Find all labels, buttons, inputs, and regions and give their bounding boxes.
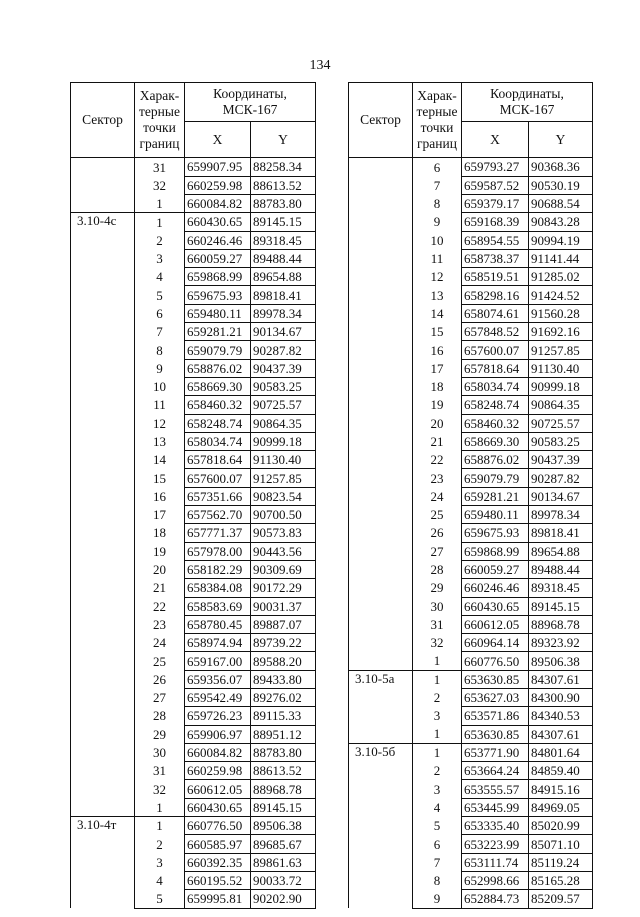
x-coordinate-cell: 653630.85 bbox=[462, 670, 529, 688]
point-number-cell: 13 bbox=[413, 286, 462, 304]
x-coordinate-cell: 660246.46 bbox=[185, 231, 251, 249]
x-coordinate-cell: 659906.97 bbox=[185, 725, 251, 743]
point-number-cell: 8 bbox=[413, 871, 462, 889]
x-coordinate-cell: 657351.66 bbox=[185, 487, 251, 505]
x-coordinate-cell: 658583.69 bbox=[185, 597, 251, 615]
point-number-cell: 16 bbox=[413, 341, 462, 359]
header-x: X bbox=[185, 122, 251, 158]
y-coordinate-cell: 90443.56 bbox=[251, 542, 316, 560]
point-number-cell: 1 bbox=[413, 743, 462, 761]
point-number-cell: 1 bbox=[413, 725, 462, 743]
y-coordinate-cell: 89685.67 bbox=[251, 835, 316, 853]
y-coordinate-cell: 90437.39 bbox=[529, 451, 593, 469]
x-coordinate-cell: 652998.66 bbox=[462, 871, 529, 889]
point-number-cell: 6 bbox=[413, 158, 462, 177]
y-coordinate-cell: 85020.99 bbox=[529, 817, 593, 835]
y-coordinate-cell: 90309.69 bbox=[251, 560, 316, 578]
sector-cell: 3.10-4т bbox=[71, 817, 135, 908]
y-coordinate-cell: 91257.85 bbox=[251, 469, 316, 487]
x-coordinate-cell: 658954.55 bbox=[462, 231, 529, 249]
point-number-cell: 19 bbox=[413, 396, 462, 414]
x-coordinate-cell: 658460.32 bbox=[185, 396, 251, 414]
x-coordinate-cell: 660059.27 bbox=[462, 560, 529, 578]
y-coordinate-cell: 84340.53 bbox=[529, 707, 593, 725]
x-coordinate-cell: 658519.51 bbox=[462, 268, 529, 286]
x-coordinate-cell: 660612.05 bbox=[462, 615, 529, 633]
point-number-cell: 9 bbox=[135, 359, 185, 377]
point-number-cell: 5 bbox=[135, 890, 185, 908]
y-coordinate-cell: 89978.34 bbox=[529, 506, 593, 524]
y-coordinate-cell: 90530.19 bbox=[529, 176, 593, 194]
point-number-cell: 29 bbox=[135, 725, 185, 743]
x-coordinate-cell: 653571.86 bbox=[462, 707, 529, 725]
sector-cell: 3.10-5б bbox=[349, 743, 413, 908]
x-coordinate-cell: 653630.85 bbox=[462, 725, 529, 743]
coordinates-table-left bbox=[70, 82, 316, 909]
point-number-cell: 20 bbox=[135, 560, 185, 578]
x-coordinate-cell: 658298.16 bbox=[462, 286, 529, 304]
point-number-cell: 4 bbox=[413, 798, 462, 816]
x-coordinate-cell: 657848.52 bbox=[462, 323, 529, 341]
x-coordinate-cell: 660612.05 bbox=[185, 780, 251, 798]
x-coordinate-cell: 659587.52 bbox=[462, 176, 529, 194]
y-coordinate-cell: 84300.90 bbox=[529, 689, 593, 707]
header-y: Y bbox=[529, 122, 593, 158]
y-coordinate-cell: 90172.29 bbox=[251, 579, 316, 597]
x-coordinate-cell: 653335.40 bbox=[462, 817, 529, 835]
x-coordinate-cell: 660195.52 bbox=[185, 871, 251, 889]
y-coordinate-cell: 89318.45 bbox=[529, 579, 593, 597]
x-coordinate-cell: 659480.11 bbox=[185, 304, 251, 322]
point-number-cell: 23 bbox=[413, 469, 462, 487]
x-coordinate-cell: 659379.17 bbox=[462, 194, 529, 212]
y-coordinate-cell: 91285.02 bbox=[529, 268, 593, 286]
y-coordinate-cell: 91692.16 bbox=[529, 323, 593, 341]
point-number-cell: 11 bbox=[135, 396, 185, 414]
y-coordinate-cell: 91560.28 bbox=[529, 304, 593, 322]
y-coordinate-cell: 89861.63 bbox=[251, 853, 316, 871]
y-coordinate-cell: 90583.25 bbox=[529, 432, 593, 450]
y-coordinate-cell: 88613.52 bbox=[251, 762, 316, 780]
point-number-cell: 28 bbox=[413, 560, 462, 578]
point-number-cell: 13 bbox=[135, 432, 185, 450]
y-coordinate-cell: 89654.88 bbox=[251, 268, 316, 286]
y-coordinate-cell: 90437.39 bbox=[251, 359, 316, 377]
y-coordinate-cell: 90583.25 bbox=[251, 377, 316, 395]
point-number-cell: 1 bbox=[135, 817, 185, 835]
y-coordinate-cell: 89818.41 bbox=[251, 286, 316, 304]
x-coordinate-cell: 659079.79 bbox=[462, 469, 529, 487]
table-row bbox=[71, 817, 316, 835]
x-coordinate-cell: 660776.50 bbox=[462, 652, 529, 670]
point-number-cell: 4 bbox=[135, 268, 185, 286]
y-coordinate-cell: 89145.15 bbox=[529, 597, 593, 615]
point-number-cell: 26 bbox=[413, 524, 462, 542]
x-coordinate-cell: 660776.50 bbox=[185, 817, 251, 835]
sector-cell bbox=[349, 158, 413, 671]
point-number-cell: 14 bbox=[135, 451, 185, 469]
point-number-cell: 17 bbox=[135, 506, 185, 524]
x-coordinate-cell: 658384.08 bbox=[185, 579, 251, 597]
point-number-cell: 8 bbox=[135, 341, 185, 359]
coordinates-table-right bbox=[348, 82, 593, 909]
y-coordinate-cell: 89488.44 bbox=[529, 560, 593, 578]
y-coordinate-cell: 89323.92 bbox=[529, 634, 593, 652]
x-coordinate-cell: 660059.27 bbox=[185, 249, 251, 267]
point-number-cell: 15 bbox=[413, 323, 462, 341]
y-coordinate-cell: 89145.15 bbox=[251, 213, 316, 231]
point-number-cell: 32 bbox=[413, 634, 462, 652]
point-number-cell: 21 bbox=[135, 579, 185, 597]
point-number-cell: 3 bbox=[413, 780, 462, 798]
y-coordinate-cell: 88258.34 bbox=[251, 158, 316, 177]
y-coordinate-cell: 91424.52 bbox=[529, 286, 593, 304]
point-number-cell: 18 bbox=[413, 377, 462, 395]
point-number-cell: 10 bbox=[413, 231, 462, 249]
y-coordinate-cell: 89818.41 bbox=[529, 524, 593, 542]
y-coordinate-cell: 85209.57 bbox=[529, 890, 593, 908]
y-coordinate-cell: 88783.80 bbox=[251, 194, 316, 212]
y-coordinate-cell: 90725.57 bbox=[529, 414, 593, 432]
y-coordinate-cell: 85071.10 bbox=[529, 835, 593, 853]
y-coordinate-cell: 84801.64 bbox=[529, 743, 593, 761]
y-coordinate-cell: 90864.35 bbox=[251, 414, 316, 432]
y-coordinate-cell: 88783.80 bbox=[251, 743, 316, 761]
point-number-cell: 3 bbox=[413, 707, 462, 725]
x-coordinate-cell: 659675.93 bbox=[185, 286, 251, 304]
y-coordinate-cell: 90843.28 bbox=[529, 213, 593, 231]
x-coordinate-cell: 652884.73 bbox=[462, 890, 529, 908]
point-number-cell: 7 bbox=[135, 323, 185, 341]
point-number-cell: 27 bbox=[135, 689, 185, 707]
x-coordinate-cell: 653555.57 bbox=[462, 780, 529, 798]
header-sector: Сектор bbox=[349, 83, 413, 158]
x-coordinate-cell: 659542.49 bbox=[185, 689, 251, 707]
point-number-cell: 8 bbox=[413, 194, 462, 212]
point-number-cell: 7 bbox=[413, 176, 462, 194]
y-coordinate-cell: 90134.67 bbox=[251, 323, 316, 341]
x-coordinate-cell: 657562.70 bbox=[185, 506, 251, 524]
x-coordinate-cell: 658248.74 bbox=[185, 414, 251, 432]
y-coordinate-cell: 90134.67 bbox=[529, 487, 593, 505]
x-coordinate-cell: 659726.23 bbox=[185, 707, 251, 725]
point-number-cell: 25 bbox=[413, 506, 462, 524]
x-coordinate-cell: 653627.03 bbox=[462, 689, 529, 707]
y-coordinate-cell: 90994.19 bbox=[529, 231, 593, 249]
header-x: X bbox=[462, 122, 529, 158]
y-coordinate-cell: 84859.40 bbox=[529, 762, 593, 780]
point-number-cell: 2 bbox=[413, 689, 462, 707]
y-coordinate-cell: 89739.22 bbox=[251, 634, 316, 652]
point-number-cell: 4 bbox=[135, 871, 185, 889]
point-number-cell: 31 bbox=[135, 158, 185, 177]
y-coordinate-cell: 85119.24 bbox=[529, 853, 593, 871]
header-coordinates: Координаты, МСК-167 bbox=[462, 83, 593, 122]
y-coordinate-cell: 90287.82 bbox=[529, 469, 593, 487]
y-coordinate-cell: 88968.78 bbox=[251, 780, 316, 798]
point-number-cell: 1 bbox=[413, 652, 462, 670]
x-coordinate-cell: 658074.61 bbox=[462, 304, 529, 322]
point-number-cell: 17 bbox=[413, 359, 462, 377]
y-coordinate-cell: 90287.82 bbox=[251, 341, 316, 359]
point-number-cell: 23 bbox=[135, 615, 185, 633]
x-coordinate-cell: 657771.37 bbox=[185, 524, 251, 542]
y-coordinate-cell: 90999.18 bbox=[251, 432, 316, 450]
y-coordinate-cell: 85165.28 bbox=[529, 871, 593, 889]
y-coordinate-cell: 84969.05 bbox=[529, 798, 593, 816]
x-coordinate-cell: 659079.79 bbox=[185, 341, 251, 359]
point-number-cell: 22 bbox=[135, 597, 185, 615]
x-coordinate-cell: 653111.74 bbox=[462, 853, 529, 871]
point-number-cell: 25 bbox=[135, 652, 185, 670]
x-coordinate-cell: 659167.00 bbox=[185, 652, 251, 670]
y-coordinate-cell: 89506.38 bbox=[529, 652, 593, 670]
table-row bbox=[349, 670, 593, 688]
x-coordinate-cell: 658460.32 bbox=[462, 414, 529, 432]
x-coordinate-cell: 659868.99 bbox=[185, 268, 251, 286]
point-number-cell: 11 bbox=[413, 249, 462, 267]
x-coordinate-cell: 653664.24 bbox=[462, 762, 529, 780]
point-number-cell: 22 bbox=[413, 451, 462, 469]
point-number-cell: 2 bbox=[135, 231, 185, 249]
x-coordinate-cell: 660392.35 bbox=[185, 853, 251, 871]
point-number-cell: 24 bbox=[135, 634, 185, 652]
table-row bbox=[71, 213, 316, 231]
y-coordinate-cell: 90033.72 bbox=[251, 871, 316, 889]
x-coordinate-cell: 658876.02 bbox=[185, 359, 251, 377]
x-coordinate-cell: 657818.64 bbox=[462, 359, 529, 377]
header-boundary-points: Харак- терные точки границ bbox=[413, 83, 462, 158]
x-coordinate-cell: 657600.07 bbox=[185, 469, 251, 487]
x-coordinate-cell: 657600.07 bbox=[462, 341, 529, 359]
table-row bbox=[349, 158, 593, 177]
point-number-cell: 3 bbox=[135, 249, 185, 267]
x-coordinate-cell: 658669.30 bbox=[462, 432, 529, 450]
point-number-cell: 32 bbox=[135, 780, 185, 798]
x-coordinate-cell: 660259.98 bbox=[185, 762, 251, 780]
y-coordinate-cell: 89654.88 bbox=[529, 542, 593, 560]
table-row bbox=[71, 158, 316, 177]
x-coordinate-cell: 653223.99 bbox=[462, 835, 529, 853]
x-coordinate-cell: 653771.90 bbox=[462, 743, 529, 761]
header-boundary-points: Харак- терные точки границ bbox=[135, 83, 185, 158]
y-coordinate-cell: 91257.85 bbox=[529, 341, 593, 359]
y-coordinate-cell: 89588.20 bbox=[251, 652, 316, 670]
point-number-cell: 1 bbox=[413, 670, 462, 688]
point-number-cell: 5 bbox=[413, 817, 462, 835]
y-coordinate-cell: 89276.02 bbox=[251, 689, 316, 707]
point-number-cell: 10 bbox=[135, 377, 185, 395]
point-number-cell: 9 bbox=[413, 213, 462, 231]
x-coordinate-cell: 658669.30 bbox=[185, 377, 251, 395]
y-coordinate-cell: 89887.07 bbox=[251, 615, 316, 633]
point-number-cell: 32 bbox=[135, 176, 185, 194]
x-coordinate-cell: 660084.82 bbox=[185, 194, 251, 212]
point-number-cell: 20 bbox=[413, 414, 462, 432]
sector-cell: 3.10-4с bbox=[71, 213, 135, 817]
x-coordinate-cell: 659168.39 bbox=[462, 213, 529, 231]
y-coordinate-cell: 90864.35 bbox=[529, 396, 593, 414]
point-number-cell: 12 bbox=[413, 268, 462, 286]
point-number-cell: 3 bbox=[135, 853, 185, 871]
point-number-cell: 7 bbox=[413, 853, 462, 871]
point-number-cell: 9 bbox=[413, 890, 462, 908]
x-coordinate-cell: 658034.74 bbox=[462, 377, 529, 395]
point-number-cell: 16 bbox=[135, 487, 185, 505]
y-coordinate-cell: 90823.54 bbox=[251, 487, 316, 505]
x-coordinate-cell: 658780.45 bbox=[185, 615, 251, 633]
point-number-cell: 2 bbox=[413, 762, 462, 780]
y-coordinate-cell: 90725.57 bbox=[251, 396, 316, 414]
y-coordinate-cell: 88613.52 bbox=[251, 176, 316, 194]
sector-cell: 3.10-5а bbox=[349, 670, 413, 743]
point-number-cell: 30 bbox=[413, 597, 462, 615]
header-y: Y bbox=[251, 122, 316, 158]
y-coordinate-cell: 91141.44 bbox=[529, 249, 593, 267]
point-number-cell: 31 bbox=[413, 615, 462, 633]
header-sector: Сектор bbox=[71, 83, 135, 158]
y-coordinate-cell: 89488.44 bbox=[251, 249, 316, 267]
sector-cell bbox=[71, 158, 135, 213]
point-number-cell: 6 bbox=[135, 304, 185, 322]
y-coordinate-cell: 88968.78 bbox=[529, 615, 593, 633]
y-coordinate-cell: 91130.40 bbox=[251, 451, 316, 469]
x-coordinate-cell: 657978.00 bbox=[185, 542, 251, 560]
point-number-cell: 1 bbox=[135, 798, 185, 816]
x-coordinate-cell: 659868.99 bbox=[462, 542, 529, 560]
x-coordinate-cell: 660430.65 bbox=[462, 597, 529, 615]
point-number-cell: 31 bbox=[135, 762, 185, 780]
y-coordinate-cell: 90031.37 bbox=[251, 597, 316, 615]
point-number-cell: 1 bbox=[135, 194, 185, 212]
y-coordinate-cell: 88951.12 bbox=[251, 725, 316, 743]
x-coordinate-cell: 659907.95 bbox=[185, 158, 251, 177]
y-coordinate-cell: 84307.61 bbox=[529, 725, 593, 743]
x-coordinate-cell: 658974.94 bbox=[185, 634, 251, 652]
x-coordinate-cell: 660430.65 bbox=[185, 213, 251, 231]
point-number-cell: 2 bbox=[135, 835, 185, 853]
x-coordinate-cell: 660585.97 bbox=[185, 835, 251, 853]
table-row bbox=[349, 743, 593, 761]
x-coordinate-cell: 658738.37 bbox=[462, 249, 529, 267]
x-coordinate-cell: 659281.21 bbox=[462, 487, 529, 505]
point-number-cell: 1 bbox=[135, 213, 185, 231]
point-number-cell: 30 bbox=[135, 743, 185, 761]
x-coordinate-cell: 659995.81 bbox=[185, 890, 251, 908]
x-coordinate-cell: 658248.74 bbox=[462, 396, 529, 414]
point-number-cell: 15 bbox=[135, 469, 185, 487]
y-coordinate-cell: 89115.33 bbox=[251, 707, 316, 725]
x-coordinate-cell: 660084.82 bbox=[185, 743, 251, 761]
x-coordinate-cell: 659793.27 bbox=[462, 158, 529, 177]
y-coordinate-cell: 89318.45 bbox=[251, 231, 316, 249]
point-number-cell: 28 bbox=[135, 707, 185, 725]
point-number-cell: 12 bbox=[135, 414, 185, 432]
y-coordinate-cell: 84307.61 bbox=[529, 670, 593, 688]
x-coordinate-cell: 657818.64 bbox=[185, 451, 251, 469]
point-number-cell: 26 bbox=[135, 670, 185, 688]
x-coordinate-cell: 660964.14 bbox=[462, 634, 529, 652]
x-coordinate-cell: 660430.65 bbox=[185, 798, 251, 816]
y-coordinate-cell: 90688.54 bbox=[529, 194, 593, 212]
y-coordinate-cell: 90700.50 bbox=[251, 506, 316, 524]
point-number-cell: 21 bbox=[413, 432, 462, 450]
point-number-cell: 27 bbox=[413, 542, 462, 560]
x-coordinate-cell: 659356.07 bbox=[185, 670, 251, 688]
y-coordinate-cell: 89145.15 bbox=[251, 798, 316, 816]
point-number-cell: 14 bbox=[413, 304, 462, 322]
point-number-cell: 18 bbox=[135, 524, 185, 542]
point-number-cell: 24 bbox=[413, 487, 462, 505]
y-coordinate-cell: 90368.36 bbox=[529, 158, 593, 177]
point-number-cell: 5 bbox=[135, 286, 185, 304]
point-number-cell: 29 bbox=[413, 579, 462, 597]
y-coordinate-cell: 90573.83 bbox=[251, 524, 316, 542]
page-number: 134 bbox=[309, 58, 331, 73]
header-coordinates: Координаты, МСК-167 bbox=[185, 83, 316, 122]
y-coordinate-cell: 89506.38 bbox=[251, 817, 316, 835]
x-coordinate-cell: 658034.74 bbox=[185, 432, 251, 450]
x-coordinate-cell: 659281.21 bbox=[185, 323, 251, 341]
point-number-cell: 6 bbox=[413, 835, 462, 853]
x-coordinate-cell: 659480.11 bbox=[462, 506, 529, 524]
x-coordinate-cell: 660246.46 bbox=[462, 579, 529, 597]
y-coordinate-cell: 89978.34 bbox=[251, 304, 316, 322]
y-coordinate-cell: 84915.16 bbox=[529, 780, 593, 798]
point-number-cell: 19 bbox=[135, 542, 185, 560]
y-coordinate-cell: 90202.90 bbox=[251, 890, 316, 908]
x-coordinate-cell: 658876.02 bbox=[462, 451, 529, 469]
x-coordinate-cell: 653445.99 bbox=[462, 798, 529, 816]
y-coordinate-cell: 90999.18 bbox=[529, 377, 593, 395]
y-coordinate-cell: 89433.80 bbox=[251, 670, 316, 688]
y-coordinate-cell: 91130.40 bbox=[529, 359, 593, 377]
x-coordinate-cell: 660259.98 bbox=[185, 176, 251, 194]
x-coordinate-cell: 659675.93 bbox=[462, 524, 529, 542]
x-coordinate-cell: 658182.29 bbox=[185, 560, 251, 578]
